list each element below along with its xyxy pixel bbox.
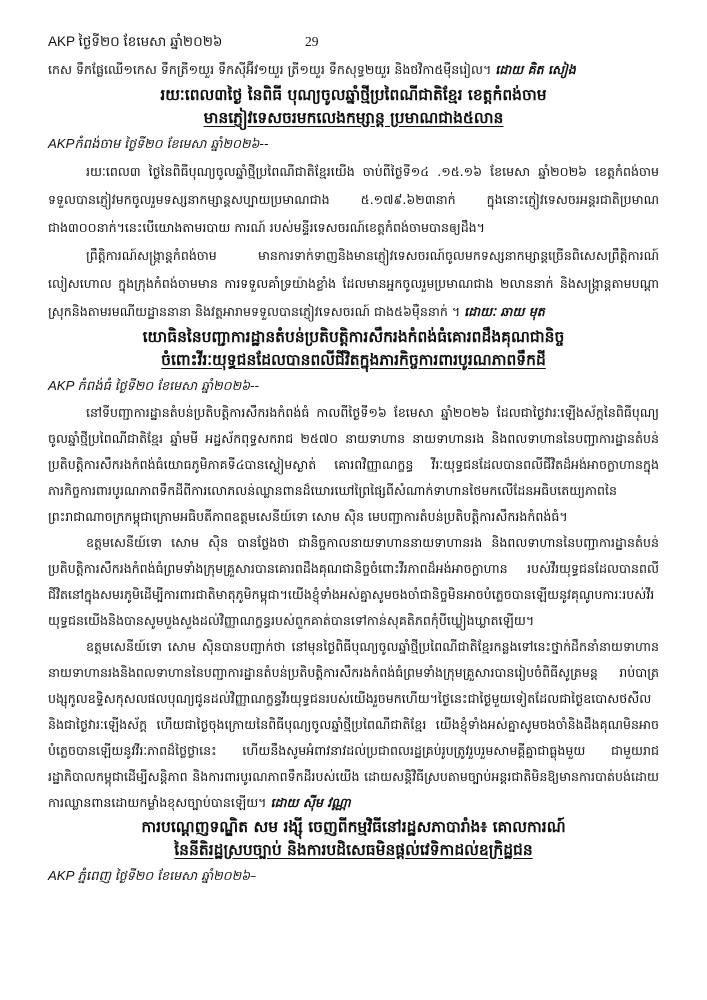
page-number: 29 [305,34,319,49]
article-3-headline-1: ការបណ្តេញទណ្ឌិត សម រង្ស៊ី ចេញពីកម្មវិធីនៅរដ្ឋសភាបារាំង៖ គោលការណ៍ [141,818,566,836]
article-2-byline: ដោយ ស៊ីម វណ្ណា [270,795,351,810]
article-3-dateline [48,862,659,890]
article-2-dateline-place: AKP កំពង់ធំ [48,378,112,393]
article-1-paragraph-2 [48,242,659,326]
article-1-paragraph-2-text: ព្រឹត្តិការណ៍សង្ក្រាន្តកំពង់ចាម មានការទាក់ទាញនិងមានភ្ញៀវទេសចរណ៍ចូលមកទស្សនាកម្សាន្តច្រើនពិសេសព្រឹត្តិការណ៍លៀសហោល ក្នុងក្រុងកំពង់ចាមមាន ការទទួលគាំទ្រយ៉ាងខ្លាំង ដែលមានអ្នកចូលរួមប្រមាណជាង ២លាននាក់ និងសង្ក្រាន្តតាមបណ្តាស្រុកនិងតាមរមណីយដ្ឋាននានា និងវត្តអារាមទទួលបានភ្ញៀវទេសចរណ៍ ជាង៥៦ម៉ឺននាក់ ។ [48,248,659,319]
article-3-headline-2: នៃនីតិរដ្ឋស្របច្បាប់ និងការបដិសេធមិនផ្តល់វេទិកាដល់ឧក្រិដ្ឋជន [174,841,533,859]
page-header [48,28,659,56]
article-2-paragraph-3-text: ឧត្តមសេនីយ៍ទោ សោម ស៊ិនបានបញ្ជាក់ថា នៅមុនថ្ងៃពិធីបុណ្យចូលឆ្នាំថ្មីប្រពៃណីជាតិខ្មែរកន្លងទៅនេះថ្នាក់ដឹកនាំនាយទាហាន នាយទាហានរងនិងពលទាហាននៃបញ្ជាការដ្ឋានតំបន់ប្រតិបត្តិការសឹករងកំពង់ធំព្រមទាំងក្រុមគ្រួសារបានរៀបចំពិធីសូត្រមន្ត រាប់បាត្រ បង្សុកូលឧទ្ទិសកុសលផលបុណ្យជូនដល់វិញ្ញាណក្ខន្ធវីរយុទ្ធជនរបស់យើងរួចមកហើយ។ថ្ងៃនេះជាថ្ងៃមួយទៀតដែលជាថ្ងៃឧបោសថសីលនិងជាថ្ងៃវារៈឡើងស័ក្ត ហើយជាថ្ងៃចុងក្រោយនៃពិធីបុណ្យចូលឆ្នាំថ្មីប្រពៃណីជាតិខ្មែរ យើងខ្ញុំទាំងអស់គ្នាសូមចងចាំនិងដឹងគុណមិនអាចបំភ្លេចបានឡើយនូវវីរៈភាពដ៏ថ្លៃថ្លានេះ ហើយនឹងសូមអំពាវនាវដល់ប្រជាពលរដ្ឋគ្រប់រូបត្រូវរួបរួមសាមគ្គីគ្នាជាធ្លុងមួយ ជាមួយរាជរដ្ឋាភិបាលកម្ពុជាដើម្បីសន្តិភាព និងការពារបូរណភាពទឹកដីរបស់យើង ដោយសន្តិវិធីស្របតាមច្បាប់អន្តរជាតិមិនឱ្យមានការបាត់បង់ដោយការឈ្លានពានដោយកម្លាំងខុសច្បាប់បានឡើយ។ [48,639,659,810]
article-3-dateline-place: AKP ភ្នំពេញ [48,868,112,883]
header-dateline: AKP ថ្ងៃទី២០ ខែមេសា ឆ្នាំ២០២៦ [48,34,223,49]
article-2-dateline [48,372,659,400]
article-2 [48,326,659,816]
article-1-headline-1: រយៈពេល៣ថ្ងៃ នៃពិធី បុណ្យចូលឆ្នាំថ្មីប្រពៃណីជាតិខ្មែរ ខេត្តកំពង់ចាម [160,86,547,104]
intro-text: កេស ទឹកផ្លែឈើ១កេស ទឹកត្រី១យួរ ទឹកស៊ីអ៊ីវ១យួរ ត្រី១យួរ ទឹកសុទ្ធ២យួរ និងថវិកា៥ម៉ឺនរៀល។ [48,62,492,77]
intro-paragraph [48,56,659,84]
article-2-paragraph-1: នៅទីបញ្ជាការដ្ឋានតំបន់ប្រតិបត្តិការសឹករងកំពង់ធំ កាលពីថ្ងៃទី១៦ ខែមេសា ឆ្នាំ២០២៦ ដែលជាថ្ងៃវារៈឡើងស័ក្តនៃពិធីបុណ្យចូលឆ្នាំថ្មីប្រពៃណីជាតិខ្មែរ ឆ្នាំមមី អដ្ឋស័កពុទ្ធសករាជ ២៥៧០ នាយទាហាន នាយទាហានរង និងពលទាហាននៃបញ្ជាការដ្ឋានតំបន់ប្រតិបត្តិការសឹករងកំពង់ធំយោធភូមិភាគទី៤បានស្ងៀមស្ងាត់ គោរពវិញ្ញាណក្ខន្ធ វីរៈយុទ្ធជនដែលបានពលីជីវិតដ៏អង់អាចក្លាហានក្នុងភារកិច្ចការពារបូរណភាពទឹកដីពីការលោភលន់ឈ្លានពានដ៏ឃោរឃៅព្រៃផ្សៃពីសំណាក់ទាហានថៃមកលើដែនអធិបតេយ្យភាពនៃព្រះរាជាណាចក្រកម្ពុជាក្រោមអធិបតីភាពឧត្តមសេនីយ៍ទោ សោម ស៊ិន មេបញ្ជាការតំបន់ប្រតិបត្តិការសឹករងកំពង់ធំ។ [48,405,659,524]
article-3 [48,816,659,890]
article-1-dateline-date: ថ្ងៃទី២០ ខែមេសា ឆ្នាំ២០២៦-- [124,136,269,151]
article-1 [48,84,659,326]
article-2-paragraph-2: ឧត្តមសេនីយ៍ទោ សោម ស៊ិន បានថ្លែងថា ជានិច្ចកាលនាយទាហាននាយទាហានរង និងពលទាហាននៃបញ្ជាការដ្ឋានតំបន់ប្រតិបត្តិការសឹករងកំពង់ធំព្រមទាំងក្រុមគ្រួសារបានគោរពដឹងគុណជានិច្ចចំពោះវីរភាពដ៏អង់អាចក្លាហាន របស់វីរយុទ្ធជនដែលបានពលីជីវិតនៅក្នុងសមរភូមិដើម្បីការពារជាតិមាតុភូមិកម្ពុជា។យើងខ្ញុំទាំងអស់គ្នាសូមចងចាំជានិច្ចមិនអាចបំភ្លេចបានឡើយនូវគុណូបការៈរបស់វីរយុទ្ធជនយើងនិងបានសូមបួងសួងដល់វិញ្ញាណក្ខន្ធរបស់ពួកគាត់បានទៅកាន់សុគតិភពកុំបីឃ្លៀងឃ្លាតឡើយ។ [48,535,659,628]
article-2-dateline-date: ថ្ងៃទី២០ ខែមេសា ឆ្នាំ២០២៦-- [114,378,260,393]
article-2-headline-2: ចំពោះវីរៈយុទ្ធជនដែលបានពលីជីវិតក្នុងភារកិច្ចការពារបូរណភាពទឹកដី [161,351,546,369]
article-2-paragraph-3 [48,634,659,816]
article-1-dateline [48,130,659,158]
article-1-paragraph-1: រយៈពេល៣ ថ្ងៃនៃពិធីបុណ្យចូលឆ្នាំថ្មីប្រពៃណីជាតិខ្មែរយើង ចាប់ពីថ្ងៃទី១៤ .១៥.១៦ ខែមេសា ឆ្នាំ២០២៦ ខេត្តកំពង់ចាម ទទួលបានភ្ញៀវមកចូលរួមទស្សនាកម្សាន្តសប្បាយប្រមាណជាង ៥.១៧៩.៦២៣នាក់ ក្នុងនោះភ្ញៀវទេសចរអន្តរជាតិប្រមាណជាង៣០០នាក់។នេះបើយោងតាមរបាយ ការណ៍ របស់មន្ទីរទេសចរណ៍ខេត្តកំពង់ចាមបានឲ្យដឹង។ [48,164,659,235]
article-1-dateline-place: AKPកំពង់ចាម [48,136,121,151]
article-3-dateline-date: ថ្ងៃទី២០ ខែមេសា ឆ្នាំ២០២៦– [114,868,257,883]
article-1-headline-2: មានភ្ញៀវទេសចរមកលេងកម្សាន្ត ប្រមាណជាង៥លាន [203,109,504,127]
intro-byline: ដោយ គិត សៀង [495,62,576,77]
article-2-headline-1: យោធិននៃបញ្ជាការដ្ឋានតំបន់ប្រតិបត្តិការសឹករងកំពង់ធំគោរពដឹងគុណជានិច្ច [142,328,565,346]
article-1-byline: ដោយៈ ឆាយ មុត [464,304,545,319]
